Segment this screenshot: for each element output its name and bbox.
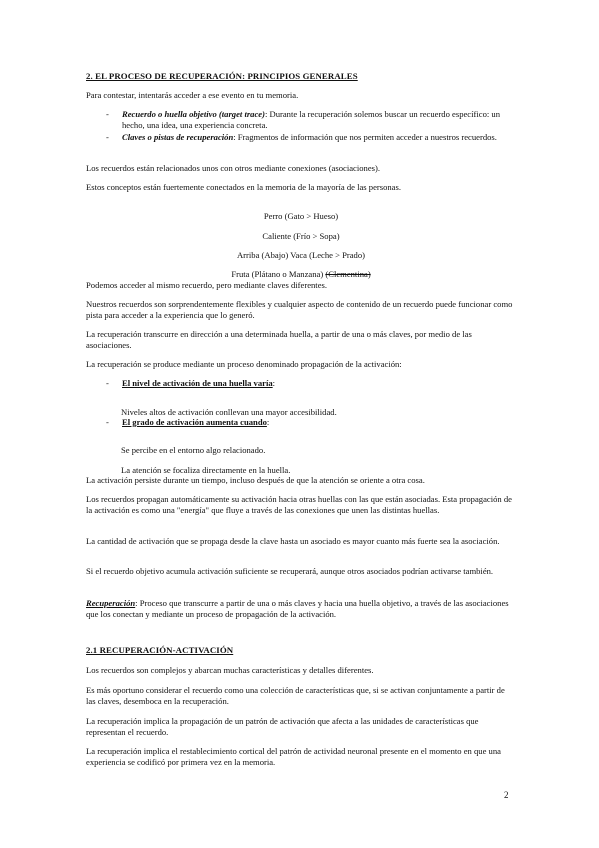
example-line: Arriba (Abajo) Vaca (Leche > Prado)	[236, 249, 366, 260]
paragraph: Los recuerdos son complejos y abarcan muchas características y detalles diferentes.	[86, 665, 374, 675]
document-page: 2. EL PROCESO DE RECUPERACIÓN: PRINCIPIOS GENERALES Para contestar, intentarás acceder a ese evento en tu memoria. - Recuerdo o huella objetivo (target trace): Durante la recuperación solemos buscar un recuerdo específico: un hecho, una idea, una experiencia concreta. - Claves o pistas de recuperación: Fragmentos de información que nos permiten acceder a nuestros recuerdos. Los recuerdos están relacionados unos con otros mediante conexiones (asociaciones). Estos conceptos están fuertemente conectados en la memoria de la mayoría de las personas. Perro (Gato > Hueso) Caliente (Frío > Sopa) Arriba (Abajo) Vaca (Leche > Prado) Fruta (Plátano o Manzana) (Clementina) Podemos acceder al mismo recuerdo, pero mediante claves diferentes. Nuestros recuerdos son sorprendentemente flexibles y cualquier aspecto de contenido de un recuerdo puede funcionar como pista para acceder a la experiencia que lo generó. La recuperación transcurre en dirección a una determinada huella, a partir de una o más claves, por medio de las asociaciones. La recuperación se produce mediante un proceso denominado propagación de la activación: - El nivel de activación de una huella varía: Niveles altos de activación conllevan una mayor accesibilidad. - El grado de activación aumenta cuando: Se percibe en el entorno algo relacionado. La atención se focaliza directamente en la huella. La activación persiste durante un tiempo, incluso después de que la atención se oriente a otra cosa. Los recuerdos propagan automáticamente su activación hacia otras huellas con las que están asociadas. Esta propagación de la activación es como una "energía" que fluye a través de las conexiones que unen las distintas huellas. La cantidad de activación que se propaga desde la clave hasta un asociado es mayor cuanto más fuerte sea la asociación. Si el recuerdo objetivo acumula activación suficiente se recuperará, aunque otros asociados podrían activarse también. Recuperación: Proceso que transcurre a partir de una o más claves y hacia una huella objetivo, a través de las asociaciones que los conectan y mediante un proceso de propagación de la activación. 2.1 RECUPERACIÓN-ACTIVACIÓN Los recuerdos son complejos y abarcan muchas características y detalles diferentes. Es más oportuno considerar el recuerdo como una colección de características que, si se activan conjuntamente a partir de las claves, desemboca en la recuperación. La recuperación implica la propagación de un patrón de activación que afecta a las unidades de características que representan el recuerdo. La recuperación implica el restablecimiento cortical del patrón de actividad neuronal presente en el momento en que una experiencia se codificó por primera vez en la memoria. 2	[0, 0, 599, 848]
paragraph: Los recuerdos están relacionados unos con otros mediante conexiones (asociaciones).	[86, 163, 380, 173]
definition-paragraph: Recuperación: Proceso que transcurre a partir de una o más claves y hacia una huella objetivo, a través de las asociaciones que los conectan y mediante un proceso de propagación de la activación.	[86, 598, 509, 619]
page-number: 2	[504, 790, 509, 800]
paragraph: La recuperación implica el restablecimiento cortical del patrón de actividad neuronal presente en el momento en que una experiencia se codificó por primera vez en la memoria.	[86, 746, 501, 767]
example-line: Fruta (Plátano o Manzana) (Clementina)	[231, 268, 371, 279]
bullet-dash: -	[106, 378, 109, 388]
term: El nivel de activación de una huella varía	[122, 378, 273, 388]
example-line: Perro (Gato > Hueso)	[263, 210, 339, 221]
paragraph: La recuperación transcurre en dirección a una determinada huella, a partir de una o más claves, por medio de las asociaciones.	[86, 329, 472, 350]
paragraph: Nuestros recuerdos son sorprendentemente flexibles y cualquier aspecto de contenido de un recuerdo puede funcionar como pista para acceder a la experiencia que lo generó.	[86, 299, 513, 320]
paragraph: Para contestar, intentarás acceder a ese evento en tu memoria.	[86, 90, 299, 100]
indented-line: Niveles altos de activación conllevan una mayor accesibilidad.	[121, 406, 337, 417]
paragraph: Si el recuerdo objetivo acumula activación suficiente se recuperará, aunque otros asociados podrían activarse también.	[86, 566, 494, 576]
indented-line: Se percibe en el entorno algo relacionado.	[121, 444, 266, 455]
paragraph: Los recuerdos propagan automáticamente su activación hacia otras huellas con las que están asociadas. Esta propagación de la activación es como una "energía" que fluye a través de las conexiones que unen las distintas huellas.	[86, 494, 512, 515]
paragraph: Es más oportuno considerar el recuerdo como una colección de características que, si se activan conjuntamente a partir de las claves, desemboca en la recuperación.	[86, 685, 505, 706]
bullet-dash: -	[106, 109, 109, 119]
paragraph: Estos conceptos están fuertemente conectados en la memoria de la mayoría de las personas.	[86, 182, 401, 192]
paragraph: La recuperación se produce mediante un proceso denominado propagación de la activación:	[86, 359, 402, 369]
definition-term: Recuperación	[86, 598, 136, 608]
example-line: Caliente (Frío > Sopa)	[262, 230, 340, 241]
paragraph: La recuperación implica la propagación de un patrón de activación que afecta a las unidades de características que representan el recuerdo.	[86, 716, 479, 737]
paragraph: La cantidad de activación que se propaga desde la clave hasta un asociado es mayor cuanto más fuerte sea la asociación.	[86, 536, 500, 546]
indented-line: La atención se focaliza directamente en la huella.	[121, 464, 291, 475]
paragraph: Podemos acceder al mismo recuerdo, pero mediante claves diferentes.	[86, 280, 328, 290]
paragraph: La activación persiste durante un tiempo, incluso después de que la atención se oriente a otra cosa.	[86, 475, 425, 485]
term: Claves o pistas de recuperación	[122, 132, 234, 142]
term: El grado de activación aumenta cuando	[122, 417, 267, 427]
term: Recuerdo o huella objetivo (target trace)	[122, 109, 265, 119]
section-heading: 2. EL PROCESO DE RECUPERACIÓN: PRINCIPIOS GENERALES	[86, 71, 358, 81]
bullet-dash: -	[106, 417, 109, 427]
struck-text: (Clementina)	[325, 268, 371, 279]
bullet-dash: -	[106, 132, 109, 142]
section-heading: 2.1 RECUPERACIÓN-ACTIVACIÓN	[86, 645, 234, 655]
